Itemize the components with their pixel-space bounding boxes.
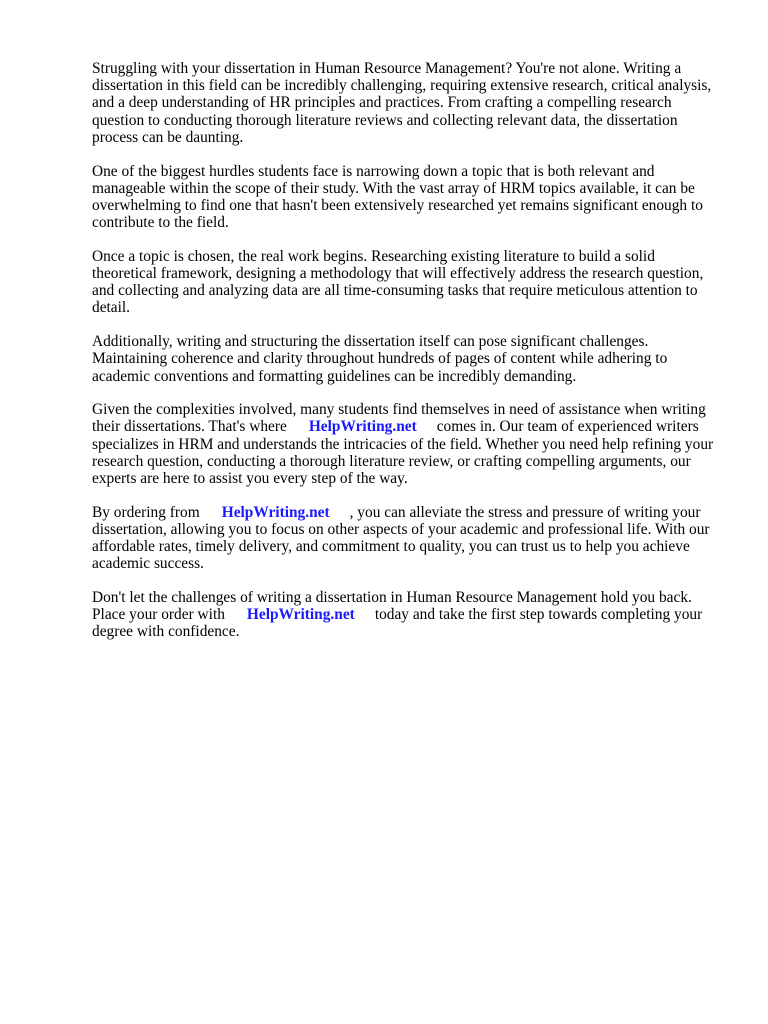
- helpwriting-link[interactable]: HelpWriting.net: [246, 606, 355, 624]
- paragraph-ordering-text-after: , you can alleviate the stress and pressure of writing your dissertation, allowing you to focus on other aspects of your academic and professional life. With our affordable rates, timely delivery, and commitment to quality, you can trust us to help you achieve academic success.: [92, 503, 710, 573]
- paragraph-call-to-action: [92, 589, 722, 641]
- paragraph-ordering-text-before: By ordering from: [92, 503, 200, 521]
- paragraph-cta-text-after: today and take the first step towards completing your degree with confidence.: [92, 606, 703, 641]
- helpwriting-link[interactable]: HelpWriting.net: [308, 418, 417, 436]
- document-body: [92, 60, 722, 657]
- paragraph-assistance-text-before: Given the complexities involved, many students find themselves in need of assistance when writing their dissertations. That's where: [92, 401, 706, 436]
- paragraph-assistance: [92, 401, 722, 487]
- paragraph-assistance-text-after: comes in. Our team of experienced writers specializes in HRM and understands the intricacies of the field. Whether you need help refining your research question, conducting a thorough literature review, or crafting compelling arguments, our experts are here to assist you every step of the way.: [92, 418, 714, 488]
- paragraph-ordering: [92, 504, 722, 573]
- paragraph-cta-text-before: Don't let the challenges of writing a dissertation in Human Resource Management hold you back. Place your order with: [92, 589, 692, 624]
- paragraph-topic-hurdles: One of the biggest hurdles students face is narrowing down a topic that is both relevant and manageable within the scope of their study. With the vast array of HRM topics available, it can be overwhelming to find one that hasn't been extensively researched yet remains significant enough to contribute to the field.: [92, 162, 703, 232]
- paragraph-research-work: Once a topic is chosen, the real work begins. Researching existing literature to build a solid theoretical framework, designing a methodology that will effectively address the research question, and collecting and analyzing data are all time-consuming tasks that require meticulous attention to detail.: [92, 247, 704, 317]
- paragraph-writing-challenges: Additionally, writing and structuring the dissertation itself can pose significant challenges. Maintaining coherence and clarity throughout hundreds of pages of content while adhering to academic conventions and formatting guidelines can be incredibly demanding.: [92, 333, 668, 385]
- paragraph-intro: Struggling with your dissertation in Human Resource Management? You're not alone. Writing a dissertation in this field can be incredibly challenging, requiring extensive research, critical analysis, and a deep understanding of HR principles and practices. From crafting a compelling research question to conducting thorough literature reviews and collecting relevant data, the dissertation process can be daunting.: [92, 60, 712, 146]
- helpwriting-link[interactable]: HelpWriting.net: [221, 503, 330, 521]
